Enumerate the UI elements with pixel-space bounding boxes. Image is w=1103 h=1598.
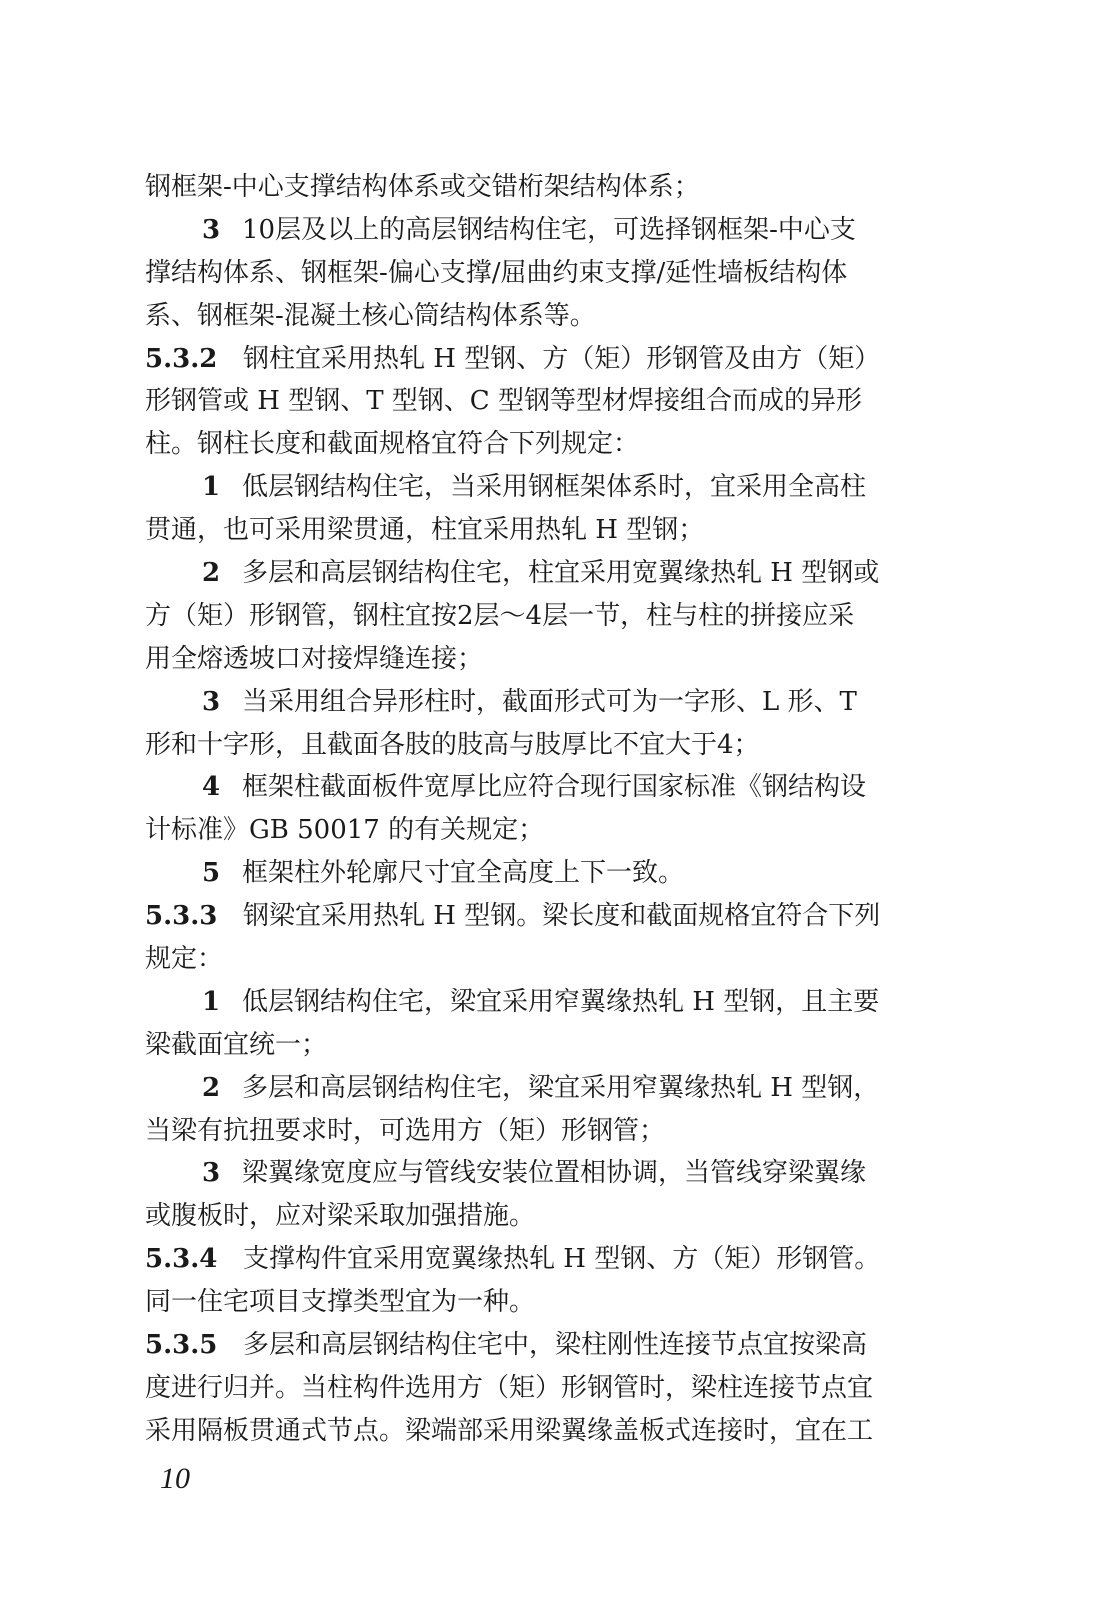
item-number: 3 — [202, 1158, 221, 1189]
text-line: 柱。钢柱长度和截面规格宜符合下列规定： — [145, 429, 640, 460]
text-line: 2 多层和高层钢结构住宅，柱宜采用宽翼缘热轧 H 型钢或 — [145, 552, 943, 595]
text-line: 形钢管或 H 型钢、T 型钢、C 型钢等型材焊接组合而成的异形 — [145, 386, 862, 417]
text-line: 3 梁翼缘宽度应与管线安装位置相协调，当管线穿梁翼缘 — [145, 1152, 943, 1195]
item-number: 4 — [202, 772, 221, 803]
text-line: 钢框架-中心支撑结构体系或交错桁架结构体系； — [145, 172, 700, 202]
clause-number: 5.3.3 — [145, 901, 218, 932]
item-number: 2 — [202, 558, 221, 589]
text-line: 规定： — [145, 944, 224, 975]
text-line: 当梁有抗扭要求时，可选用方（矩）形钢管； — [145, 1115, 666, 1146]
text-line: 或腹板时，应对梁采取加强措施。 — [145, 1201, 536, 1232]
text-line: 3 10层及以上的高层钢结构住宅，可选择钢框架-中心支 — [145, 209, 943, 252]
text-line: 用全熔透坡口对接焊缝连接； — [145, 643, 484, 674]
clause-number: 5.3.4 — [145, 1244, 218, 1275]
item-number: 1 — [202, 986, 221, 1017]
text-line: 采用隔板贯通式节点。梁端部采用梁翼缘盖板式连接时，宜在工 — [145, 1415, 874, 1446]
clause-number: 5.3.5 — [145, 1330, 218, 1361]
text-line: 贯通，也可采用梁贯通，柱宜采用热轧 H 型钢； — [145, 515, 705, 546]
text-line: 同一住宅项目支撑类型宜为一种。 — [145, 1287, 536, 1318]
text-line: 2 多层和高层钢结构住宅，梁宜采用窄翼缘热轧 H 型钢， — [145, 1067, 943, 1110]
text-line: 5.3.2 钢柱宜采用热轧 H 型钢、方（矩）形钢管及由方（矩） — [145, 338, 943, 381]
text-line: 撑结构体系、钢框架-偏心支撑/屈曲约束支撑/延性墙板结构体 — [145, 257, 848, 288]
text-line: 3 当采用组合异形柱时，截面形式可为一字形、L 形、T — [145, 681, 943, 724]
clause-number: 5.3.2 — [145, 343, 218, 374]
text-line: 度进行归并。当柱构件选用方（矩）形钢管时，梁柱连接节点宜 — [145, 1372, 874, 1403]
text-line: 梁截面宜统一； — [145, 1029, 328, 1060]
body-text — [145, 166, 943, 1453]
page-number: 10 — [160, 1462, 190, 1495]
text-line: 5.3.3 钢梁宜采用热轧 H 型钢。梁长度和截面规格宜符合下列 — [145, 895, 943, 938]
item-number: 5 — [202, 858, 221, 889]
text-line: 方（矩）形钢管，钢柱宜按2层～4层一节，柱与柱的拼接应采 — [145, 600, 855, 631]
text-line: 1 低层钢结构住宅，梁宜采用窄翼缘热轧 H 型钢，且主要 — [145, 981, 943, 1024]
text-line: 形和十字形，且截面各肢的肢高与肢厚比不宜大于4； — [145, 729, 760, 760]
text-line: 系、钢框架-混凝土核心筒结构体系等。 — [145, 300, 596, 331]
text-line: 5.3.4 支撑构件宜采用宽翼缘热轧 H 型钢、方（矩）形钢管。 — [145, 1238, 943, 1281]
text-line: 计标准》GB 50017 的有关规定； — [145, 815, 545, 846]
item-number: 2 — [202, 1072, 221, 1103]
text-line: 5.3.5 多层和高层钢结构住宅中，梁柱刚性连接节点宜按梁高 — [145, 1324, 943, 1367]
text-line: 4 框架柱截面板件宽厚比应符合现行国家标准《钢结构设 — [145, 766, 943, 809]
item-number: 1 — [202, 472, 221, 503]
item-number: 3 — [202, 214, 221, 245]
text-line: 5 框架柱外轮廓尺寸宜全高度上下一致。 — [145, 852, 943, 895]
text-line: 1 低层钢结构住宅，当采用钢框架体系时，宜采用全高柱 — [145, 466, 943, 509]
item-number: 3 — [202, 686, 221, 717]
